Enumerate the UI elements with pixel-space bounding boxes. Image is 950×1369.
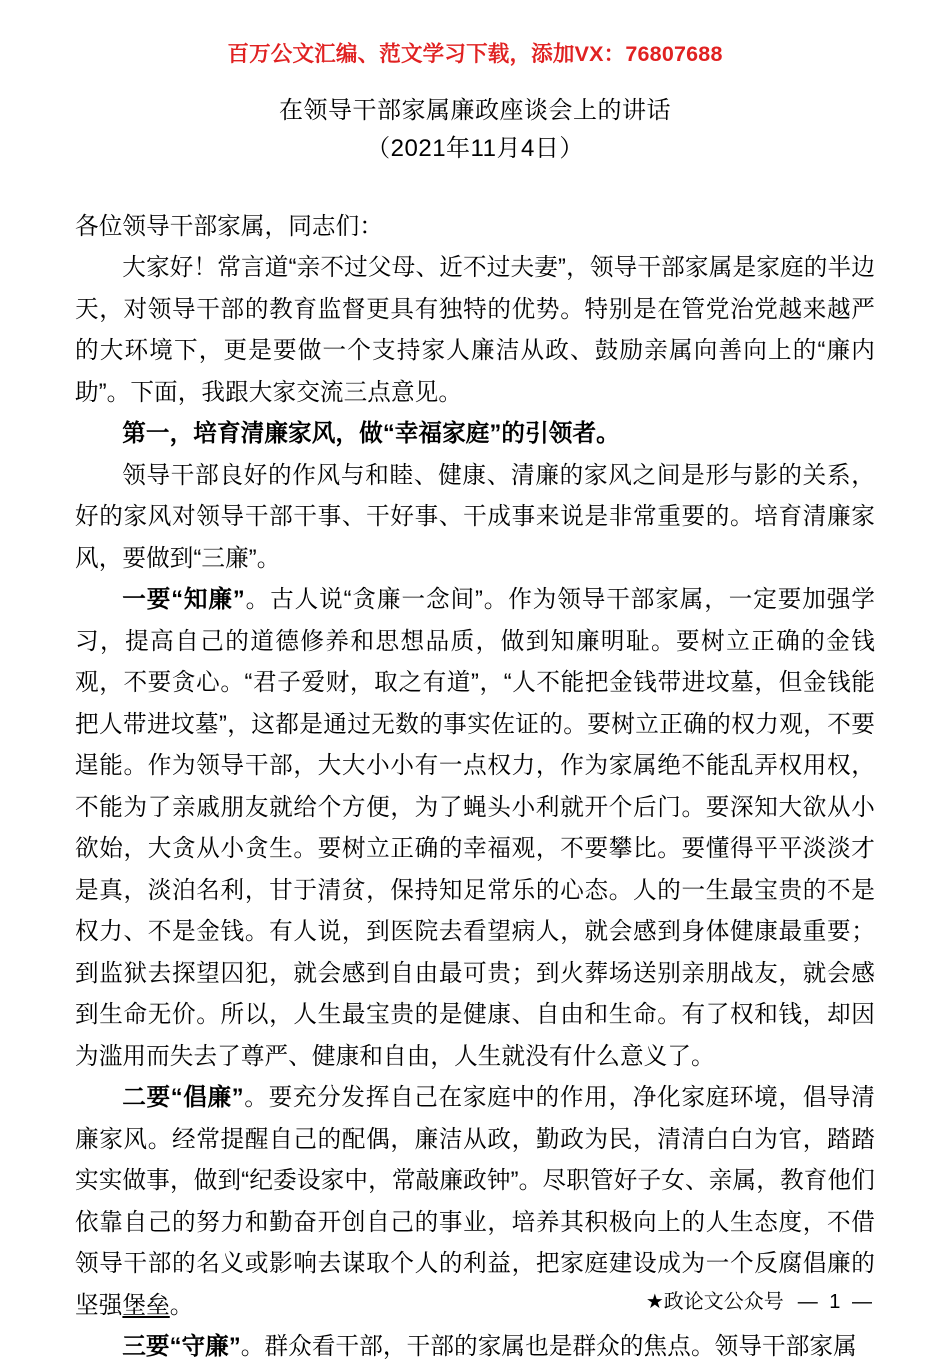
point-two-underlined-text: 堡垒	[122, 1292, 170, 1319]
page-footer	[75, 1290, 875, 1314]
section-one-heading-text: 第一，培育清廉家风，做“幸福家庭”的引领者。	[122, 421, 620, 448]
footer-brand: ★政论文公众号	[645, 1291, 784, 1313]
document-body	[75, 207, 875, 1369]
page-number: — 1 —	[797, 1291, 875, 1313]
document-date: （2021年11月4日）	[366, 134, 584, 162]
section-one-intro-paragraph: 领导干部良好的作风与和睦、健康、清廉的家风之间是形与影的关系，好的家风对领导干部干事、干好事、干成事来说是非常重要的。培育清廉家风，要做到“三廉”。	[75, 462, 875, 572]
point-three-text: 。群众看干部，干部的家属也是群众的焦点。领导干部家属	[240, 1334, 857, 1361]
promo-banner: 百万公文汇编、范文学习下载，添加VX：76807688	[227, 42, 723, 66]
page-title: 在领导干部家属廉政座谈会上的讲话	[279, 96, 671, 124]
point-one-text: 。古人说“贪廉一念间”。作为领导干部家属，一定要加强学习，提高自己的道德修养和思想品质，做到知廉明耻。要树立正确的金钱观，不要贪心。“君子爱财，取之有道”，“人不能把金钱带进坟墓，但金钱能把人带进坟墓”，这都是通过无数的事实佐证的。要树立正确的权力观，不要逞能。作为领导干部，大大小小有一点权力，作为家属绝不能乱弄权用权，不能为了亲戚朋友就给个方便，为了蝇头小利就开个后门。要深知大欲从小欲始，大贪从小贪生。要树立正确的幸福观，不要攀比。要懂得平平淡淡才是真，淡泊名利，甘于清贫，保持知足常乐的心态。人的一生最宝贵的不是权力、不是金钱。有人说，到医院去看望病人，就会感到身体健康最重要；到监狱去探望囚犯，就会感到自由最可贵；到火葬场送别亲朋战友，就会感到生命无价。所以，人生最宝贵的是健康、自由和生命。有了权和钱，却因为滥用而失去了尊严、健康和自由，人生就没有什么意义了。	[75, 587, 875, 1070]
point-two-text: 。要充分发挥自己在家庭中的作用，净化家庭环境，倡导清廉家风。经常提醒自己的配偶，廉洁从政，勤政为民，清清白白为官，踏踏实实做事，做到“纪委设家中，常敲廉政钟”。尽职管好子女、亲属，教育他们依靠自己的努力和勤奋开创自己的事业，培养其积极向上的人生态度，不借领导干部的名义或影响去谋取个人的利益，把家庭建设成为一个反腐倡廉的坚强	[75, 1085, 875, 1319]
point-two-label: 二要“倡廉”	[122, 1085, 244, 1112]
point-three-paragraph	[75, 1327, 875, 1369]
opening-paragraph: 大家好！常言道“亲不过父母、近不过夫妻”，领导干部家属是家庭的半边天，对领导干部的教育监督更具有独特的优势。特别是在管党治党越来越严的大环境下，更是要做一个支持家人廉洁从政、鼓励亲属向善向上的“廉内助”。下面，我跟大家交流三点意见。	[75, 255, 875, 406]
point-one-paragraph	[75, 580, 875, 1078]
point-three-label: 三要“守廉”	[122, 1334, 241, 1361]
point-one-label: 一要“知廉”	[122, 587, 245, 614]
section-one-heading	[75, 414, 875, 456]
point-two-text-tail: 。	[169, 1292, 194, 1319]
salutation-paragraph: 各位领导干部家属，同志们：	[75, 213, 384, 240]
